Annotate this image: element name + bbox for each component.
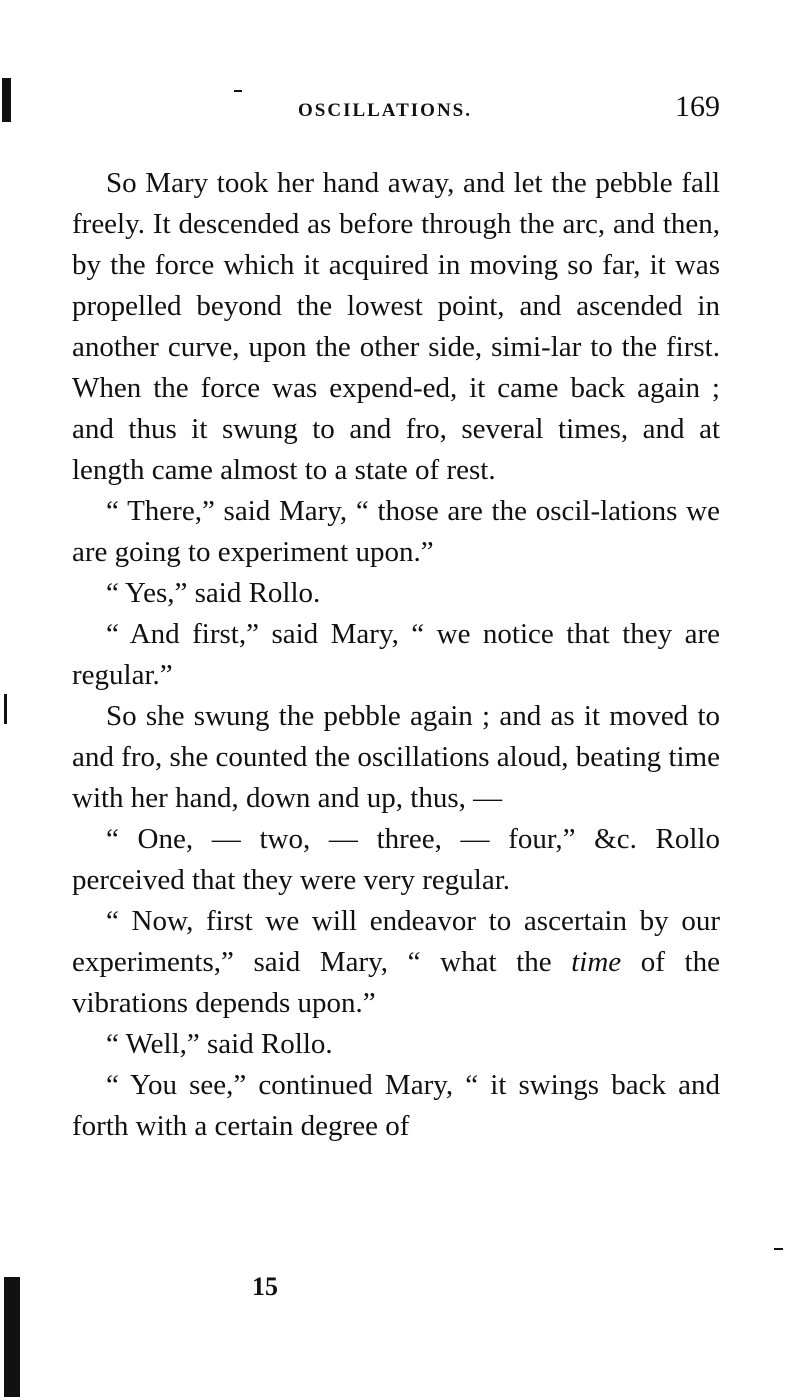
paragraph-3: “ Yes,” said Rollo. bbox=[106, 577, 321, 609]
scan-speck bbox=[234, 90, 242, 92]
paragraph-6: “ One, — two, — three, — four,” &c. Rollo perceived that they were very regular. bbox=[72, 823, 720, 896]
paragraph-7-after: of the vibrations depends upon.” bbox=[72, 946, 720, 1019]
running-head bbox=[72, 88, 720, 128]
paragraph-7 bbox=[72, 901, 720, 1024]
paragraph-5: So she swung the pebble again ; and as it moved to and fro, she counted the oscillations aloud, beating time with her hand, down and up, thus, — bbox=[72, 700, 720, 814]
page-number: 169 bbox=[675, 90, 720, 123]
paragraph-4: “ And first,” said Mary, “ we notice that they are regular.” bbox=[72, 618, 720, 691]
paragraph-9: “ You see,” continued Mary, “ it swings back and forth with a certain degree of bbox=[72, 1069, 720, 1142]
paragraph-7-before: “ Now, first we will endeavor to ascertain by our experiments,” said Mary, “ what the bbox=[72, 905, 720, 978]
body-text bbox=[72, 163, 720, 1147]
paragraph-8: “ Well,” said Rollo. bbox=[106, 1028, 333, 1060]
emphasis-time: time bbox=[571, 946, 622, 978]
scan-edge-mark-middle bbox=[4, 694, 7, 724]
paragraph-2: “ There,” said Mary, “ those are the oscil-lations we are going to experiment upon.” bbox=[72, 495, 720, 568]
scan-dash-right bbox=[774, 1248, 783, 1250]
signature-mark: 15 bbox=[252, 1272, 278, 1301]
running-head-title: OSCILLATIONS. bbox=[298, 100, 473, 121]
scan-edge-mark-top bbox=[2, 78, 11, 122]
scan-edge-mark-bottom bbox=[4, 1277, 20, 1397]
paragraph-1: So Mary took her hand away, and let the pebble fall freely. It descended as before through the arc, and then, by the force which it acquired in moving so far, it was propelled beyond the lowest point, and ascended in another curve, upon the other side, simi-lar to the first. When the force was expend-ed, it came back again ; and thus it swung to and fro, several times, and at length came almost to a state of rest. bbox=[72, 167, 720, 486]
